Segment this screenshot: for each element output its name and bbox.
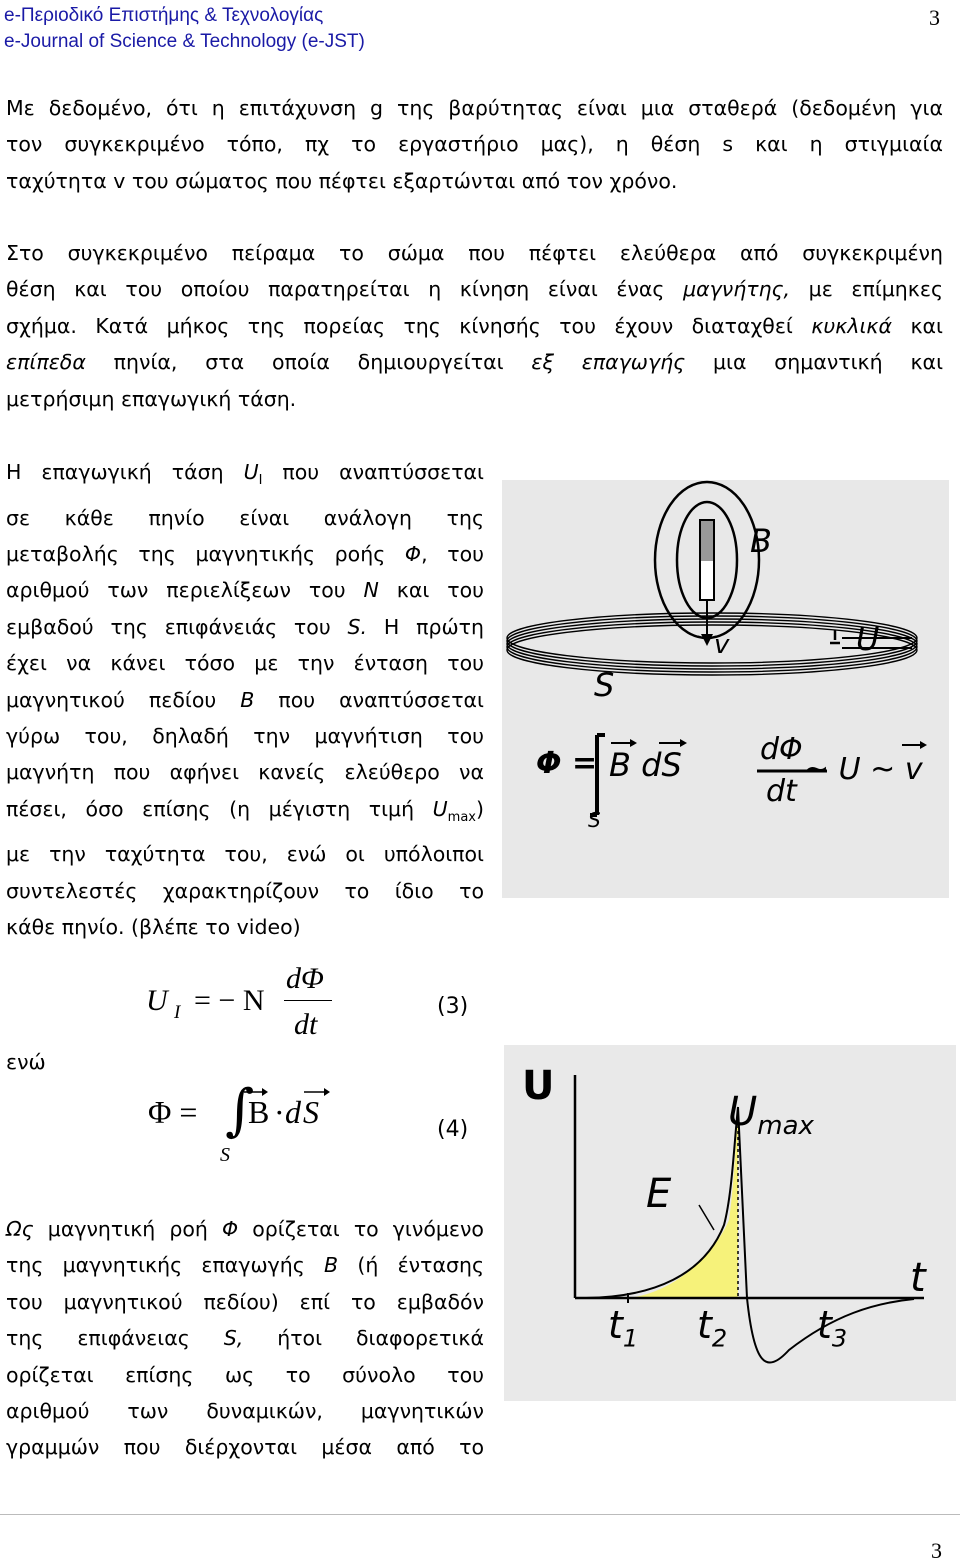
word-while: ενώ <box>6 1050 46 1074</box>
tick-t3-t: t <box>817 1303 832 1347</box>
eq3-number: (3) <box>437 994 469 1019</box>
tick-t2-sub: 2 <box>711 1324 728 1353</box>
p4-text: ήτοι διαφορετικά <box>243 1326 484 1351</box>
paragraph-2 <box>6 235 943 417</box>
symbol-sub-I: I <box>258 473 263 489</box>
axis-label-U: U <box>522 1063 555 1109</box>
symbol-S: S. <box>347 614 368 639</box>
journal-title-english: e-Journal of Science & Technology (e-JST) <box>4 31 365 52</box>
eq4-d: d <box>285 1094 301 1130</box>
label-E: E <box>646 1171 672 1217</box>
formula-proportional-U-v: ~ U ~ v <box>804 752 923 787</box>
p4-text: Ως <box>6 1217 34 1241</box>
p3-line-6: έχει να κάνει τόσο με την ένταση του <box>6 651 484 676</box>
formula-B-dS: B dS <box>609 746 682 784</box>
symbol-N: N <box>363 578 379 603</box>
p3-text: ) <box>476 796 484 821</box>
p3-line-12: συντελεστές χαρακτηρίζουν το ίδιο το <box>6 878 484 903</box>
label-v: v <box>714 630 730 660</box>
p3-line-4 <box>6 572 484 608</box>
paragraph-4 <box>6 1211 484 1466</box>
label-U: U <box>856 620 880 658</box>
paragraph-1 <box>6 90 943 199</box>
figure-voltage-time <box>504 1045 956 1401</box>
symbol-sub-max: max <box>447 809 476 825</box>
p3-text: Η επαγωγική τάση <box>6 460 244 484</box>
eq3-numerator: dΦ <box>286 962 324 995</box>
formula-dphi: dΦ <box>760 732 803 767</box>
eq4-integral: ∫ <box>225 1078 255 1143</box>
tick-t1 <box>608 1303 638 1353</box>
tick-t2-t: t <box>697 1303 712 1347</box>
symbol-U: U <box>243 460 259 484</box>
p2-text: σχήμα. Κατά μήκος της πορείας της κίνησής του έχουν διαταχθεί <box>6 313 812 338</box>
p2-text: με επίμηκες <box>790 277 943 302</box>
label-Umax-sub: max <box>757 1111 814 1141</box>
p3-line-2: σε κάθε πηνίο είναι ανάλογη της <box>6 505 484 530</box>
p4-text: (ή έντασης <box>338 1253 484 1278</box>
eq3-U: U <box>146 984 168 1017</box>
symbol-B: B <box>324 1253 339 1278</box>
p3-text: μαγνητικού πεδίου <box>6 687 241 712</box>
p2-text: και <box>892 313 943 338</box>
eq3-sub-I: I <box>174 1002 181 1023</box>
p1-line-2: τον συγκεκριμένο τόπο, πχ το εργαστήριο μας), η θέση s και η στιγμιαία <box>6 132 943 157</box>
eq4-S: S <box>303 1094 319 1130</box>
tick-t3-sub: 3 <box>831 1324 848 1353</box>
p4-text: ορίζεται το γινόμενο <box>238 1217 484 1241</box>
journal-title-greek: e-Περιοδικό Επιστήμης & Τεχνολογίας <box>4 5 324 26</box>
p2-text: πηνία, στα οποία δημιουργείται <box>85 350 532 375</box>
eq4-phi-equals: Φ = <box>148 1094 198 1130</box>
symbol-Umax: U <box>432 796 448 821</box>
symbol-phi: Φ <box>222 1217 239 1241</box>
formula-dt: dt <box>766 774 797 809</box>
formula-integral-sub-S: S <box>588 808 601 832</box>
p3-line-1 <box>6 454 484 500</box>
p4-text: της επιφάνειας <box>6 1326 224 1351</box>
p2-emphasis-induction: εξ επαγωγής <box>531 350 686 375</box>
p3-text: πέσει, όσο επίσης (η μέγιστη τιμή <box>6 796 433 821</box>
eq4-number: (4) <box>437 1117 469 1142</box>
tick-t3 <box>817 1303 847 1353</box>
symbol-S: S, <box>223 1326 244 1351</box>
p3-text: Η πρώτη <box>367 614 484 639</box>
p3-text: μεταβολής της μαγνητικής ροής <box>6 541 405 566</box>
p4-line-5: ορίζεται επίσης ως το σύνολο του <box>6 1362 484 1387</box>
axis-label-t: t <box>910 1255 926 1301</box>
p4-line-4 <box>6 1320 484 1356</box>
p2-text: μια σημαντική και <box>685 350 944 375</box>
p4-line-2 <box>6 1247 484 1283</box>
label-Umax <box>728 1089 814 1141</box>
p4-line-1 <box>6 1211 484 1247</box>
symbol-phi: Φ <box>404 541 422 566</box>
p3-text: αριθμού των περιελίξεων του <box>6 578 364 603</box>
page-number-bottom: 3 <box>931 1538 942 1563</box>
p4-line-3: του μαγνητικού πεδίου) επί το εμβαδόν <box>6 1289 484 1314</box>
p3-line-5 <box>6 609 484 645</box>
eq3-equals-minus-N: = − N <box>194 984 265 1017</box>
eq4-B: B <box>248 1094 270 1130</box>
label-B: B <box>750 522 772 560</box>
eq3-denominator: dt <box>294 1008 318 1041</box>
p2-emphasis-planar: επίπεδα <box>6 350 86 375</box>
p4-line-6: αριθμού των δυναμικών, μαγνητικών <box>6 1399 484 1424</box>
eq4-vector-arrows <box>240 1082 340 1102</box>
coil-magnet-diagram <box>502 480 949 898</box>
tick-t2 <box>697 1303 727 1353</box>
p2-line-5: μετρήσιμη επαγωγική τάση. <box>6 386 297 411</box>
p3-text: που αναπτύσσεται <box>254 687 484 712</box>
p3-text: εμβαδού της επιφάνειάς του <box>6 614 348 639</box>
p3-line-3 <box>6 536 484 572</box>
p4-text: της μαγνητικής επαγωγής <box>6 1253 325 1278</box>
p3-line-9: μαγνήτη που αφήνει κανείς ελεύθερο να <box>6 760 484 785</box>
p2-emphasis-magnet: μαγνήτης, <box>683 277 791 302</box>
symbol-B: B <box>240 687 255 712</box>
tick-t1-t: t <box>608 1303 623 1347</box>
p2-line-1: Στο συγκεκριμένο πείραμα το σώμα που πέφτει ελεύθερα από συγκεκριμένη <box>6 241 943 265</box>
p2-emphasis-circular: κυκλικά <box>811 313 893 338</box>
p2-line-2 <box>6 271 943 307</box>
page-number-top: 3 <box>929 5 940 30</box>
paragraph-3 <box>6 454 484 945</box>
p3-line-13: κάθε πηνίο. (βλέπε το video) <box>6 915 301 940</box>
label-Umax-U: U <box>728 1089 758 1135</box>
footer-rule <box>0 1514 960 1515</box>
tick-t1-sub: 1 <box>622 1324 639 1353</box>
p3-line-8: γύρω του, δηλαδή την μαγνήτιση του <box>6 723 484 748</box>
p3-text: που αναπτύσσεται <box>262 460 484 484</box>
p4-text: μαγνητική ροή <box>33 1217 222 1241</box>
p3-line-7 <box>6 682 484 718</box>
figure-coil-magnet <box>502 480 949 898</box>
eq4-sub-S: S <box>220 1144 230 1166</box>
p1-line-3: ταχύτητα v του σώματος που πέφτει εξαρτώνται από τον χρόνο. <box>6 168 678 193</box>
p2-line-4 <box>6 344 943 380</box>
eq4-dot: · <box>274 1094 285 1130</box>
formula-phi-equals: Φ = <box>536 746 598 781</box>
p3-text: , του <box>421 541 484 566</box>
p3-text: και του <box>378 578 485 603</box>
label-S: S <box>594 666 615 704</box>
p1-line-1: Με δεδομένο, ότι η επιτάχυνση g της βαρύτητας είναι μια σταθερά (δεδομένη για <box>6 96 943 120</box>
p2-text: θέση και του οποίου παρατηρείται η κίνηση είναι ένας <box>6 277 684 302</box>
p4-line-7: γραμμών που διέρχονται μέσα από το <box>6 1435 484 1460</box>
p3-line-10 <box>6 791 484 837</box>
p3-line-11: με την ταχύτητα του, ενώ οι υπόλοιποι <box>6 842 484 867</box>
p2-line-3 <box>6 308 943 344</box>
eq3-fraction-bar <box>284 1000 332 1001</box>
